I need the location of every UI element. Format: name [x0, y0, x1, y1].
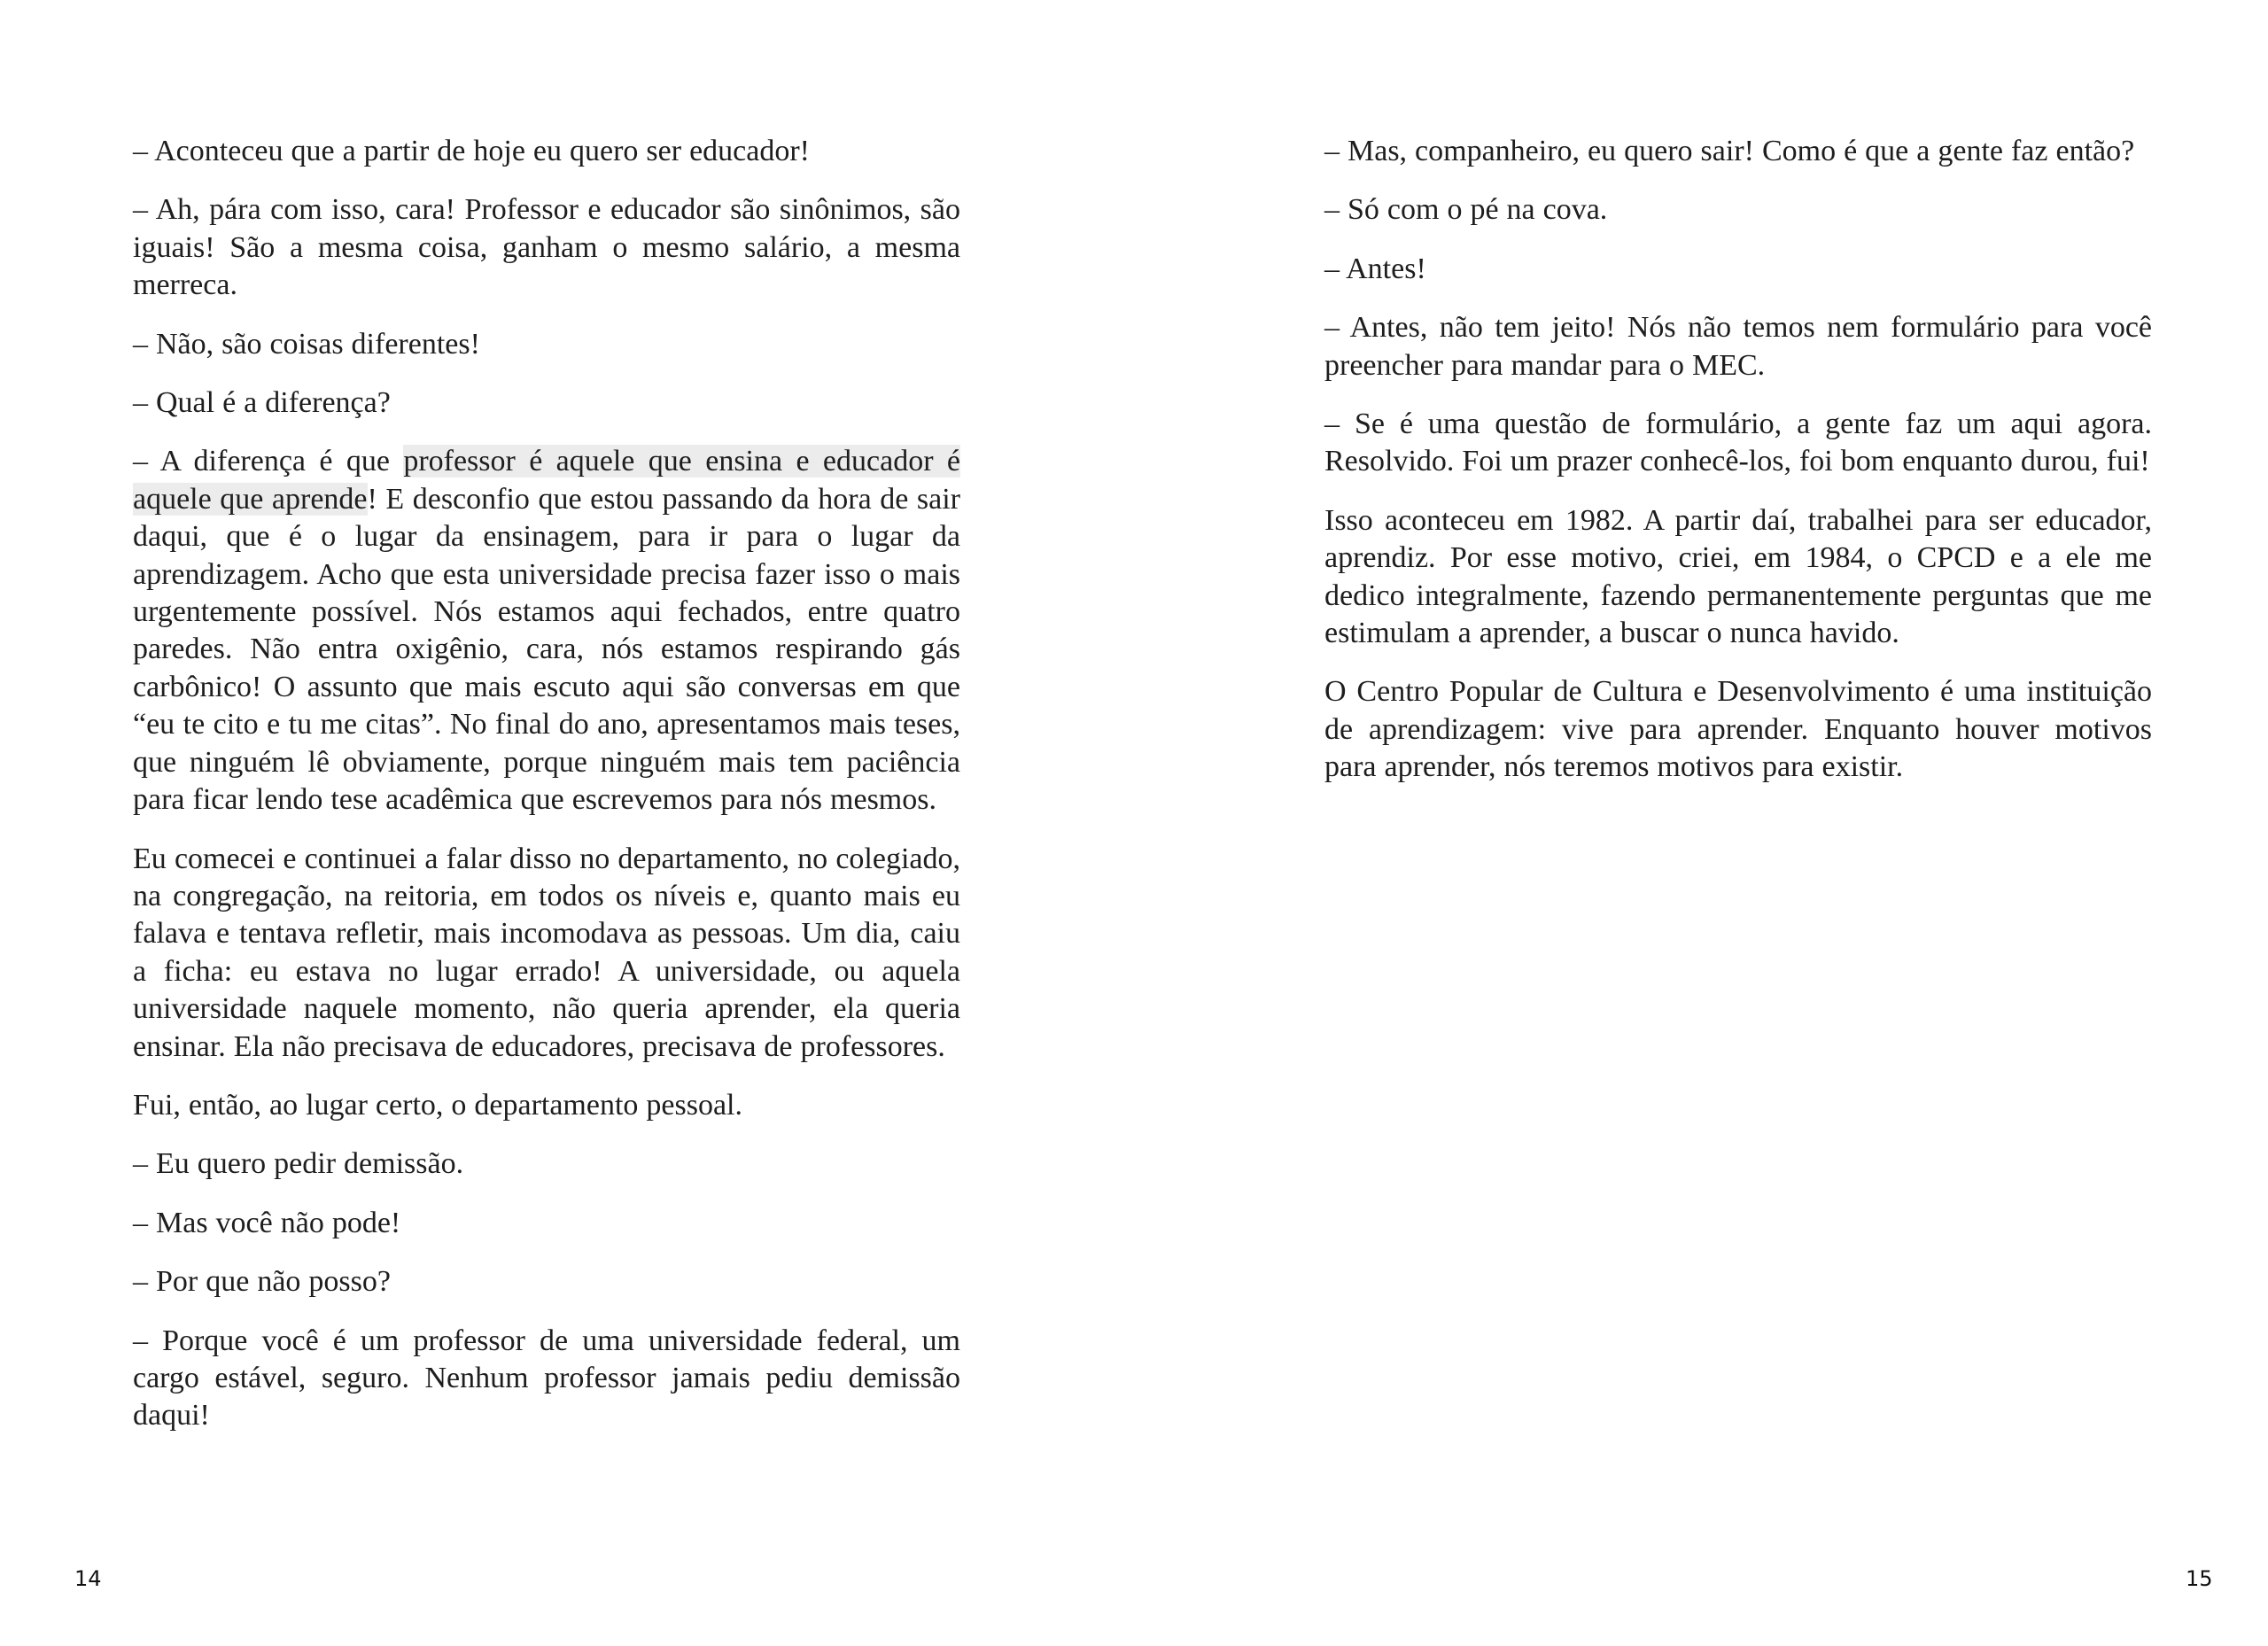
paragraph: Isso aconteceu em 1982. A partir daí, trabalhei para ser educador, aprendiz. Por esse motivo, criei, em 1984, o CPCD e a ele me dedico integralmente, fazendo permanentemente perguntas que me estimulam a aprender, a buscar o nunca havido.	[1324, 503, 2152, 650]
paragraph: – Porque você é um professor de uma universidade federal, um cargo estável, seguro. Nenhum professor jamais pediu demissão daqui!	[133, 1324, 960, 1432]
paragraph: – Eu quero pedir demissão.	[133, 1147, 464, 1181]
paragraph: – Mas, companheiro, eu quero sair! Como é que a gente faz então?	[1324, 135, 2135, 167]
paragraph-with-highlight	[133, 443, 960, 819]
left-page-text-column	[133, 133, 960, 1456]
paragraph-text: ! E desconfio que estou passando da hora de sair daqui, que é o lugar da ensinagem, para ir para o lugar da aprendizagem. Acho que esta universidade precisa fazer isso o mais urgentemente possível. Nós estamos aqui fechados, entre quatro paredes. Não entra oxigênio, cara, nós estamos respirando gás carbônico! O assunto que mais escuto aqui são conversas em que “eu te cito e tu me citas”. No final do ano, apresentamos mais teses, que ninguém lê obviamente, porque ninguém mais tem paciência para ficar lendo tese acadêmica que escrevemos para nós mesmos.	[133, 482, 961, 817]
highlighted-text[interactable]: professor é aquele que ensina e educador é aquele que aprende	[133, 445, 960, 516]
paragraph: – Se é uma questão de formulário, a gente faz um aqui agora. Resolvido. Foi um prazer conhecê-los, foi bom enquanto durou, fui!	[1324, 408, 2152, 478]
page-number: 14	[74, 1566, 102, 1591]
paragraph: Eu comecei e continuei a falar disso no departamento, no colegiado, na congregação, na reitoria, em todos os níveis e, quanto mais eu falava e tentava refletir, mais incomodava as pessoas. Um dia, caiu a ficha: eu estava no lugar errado! A universidade, ou aquela universidade naquele momento, não queria aprender, ela queria ensinar. Ela não precisava de educadores, precisava de professores.	[133, 842, 960, 1063]
paragraph: – Antes, não tem jeito! Nós não temos nem formulário para você preencher para mandar para o MEC.	[1324, 311, 2152, 382]
paragraph: – Antes!	[1324, 252, 1426, 285]
page-number: 15	[2186, 1566, 2213, 1591]
right-page	[1134, 0, 2268, 1646]
paragraph: – Por que não posso?	[133, 1265, 391, 1299]
paragraph: – Aconteceu que a partir de hoje eu quero ser educador!	[133, 135, 810, 167]
paragraph: – Mas você não pode!	[133, 1206, 401, 1239]
paragraph: – Ah, pára com isso, cara! Professor e educador são sinônimos, são iguais! São a mesma coisa, ganham o mesmo salário, a mesma merreca.	[133, 193, 960, 302]
paragraph: O Centro Popular de Cultura e Desenvolvimento é uma instituição de aprendizagem: vive para aprender. Enquanto houver motivos para aprender, nós teremos motivos para existir.	[1324, 675, 2152, 784]
paragraph-text: – A diferença é que	[133, 445, 404, 478]
paragraph: – Só com o pé na cova.	[1324, 193, 1608, 227]
paragraph: Fui, então, ao lugar certo, o departamento pessoal.	[133, 1088, 742, 1122]
paragraph: – Qual é a diferença?	[133, 386, 391, 420]
paragraph: – Não, são coisas diferentes!	[133, 327, 480, 361]
right-page-text-column	[1324, 133, 2152, 808]
